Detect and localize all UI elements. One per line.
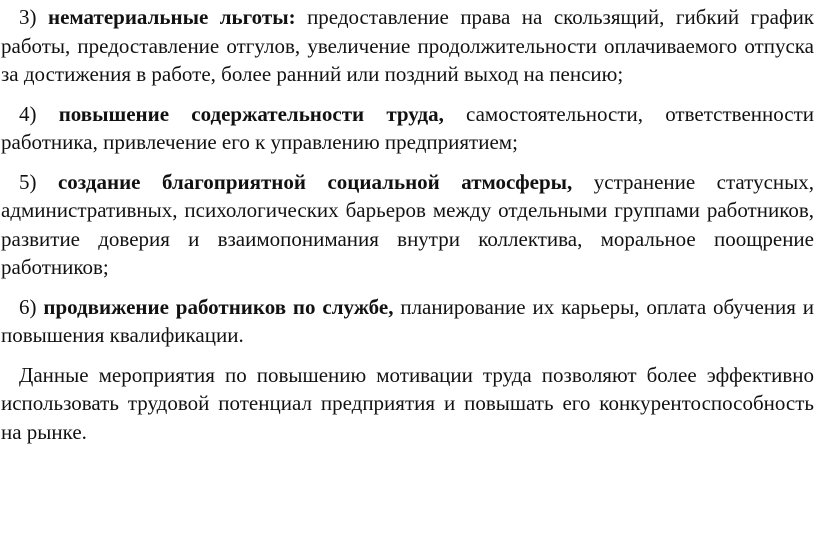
item-number: 4) xyxy=(19,101,37,126)
list-item-5 xyxy=(1,168,814,282)
item-number: 5) xyxy=(19,169,37,194)
list-item-4 xyxy=(1,100,814,157)
item-text: планирование их карьеры, оплата обучения и повышения квалификации. xyxy=(1,294,815,347)
item-text: устранение статусных, административных, психологических барьеров между отдельными группами работников, развитие доверия и взаимопонимания внутри коллектива, моральное поощрение работников; xyxy=(1,169,815,279)
item-text: предоставление права на скользящий, гибкий график работы, предоставление отгулов, увеличение продолжительности оплачиваемого отпуска за достижения в работе, более ранний или поздний выход на пенсию; xyxy=(1,5,815,86)
item-number: 3) xyxy=(19,5,37,29)
list-item-6 xyxy=(1,293,814,350)
item-text: самостоятельности, ответственности работника, привлечение его к управлению предприятием; xyxy=(1,101,814,154)
item-number: 6) xyxy=(19,294,37,319)
conclusion-paragraph: Данные мероприятия по повышению мотивации труда позволяют более эффективно использовать трудовой потенциал предприятия и повышать его конкурентоспособность на рынке. xyxy=(1,362,814,444)
item-heading: продвижение работников по службе, xyxy=(43,294,394,319)
item-heading: нематериальные льготы: xyxy=(47,5,296,29)
list-item-3 xyxy=(1,0,814,89)
document-page xyxy=(1,0,814,446)
item-heading: создание благоприятной социальной атмосферы, xyxy=(57,169,573,194)
item-heading: повышение содержательности труда, xyxy=(58,101,444,126)
